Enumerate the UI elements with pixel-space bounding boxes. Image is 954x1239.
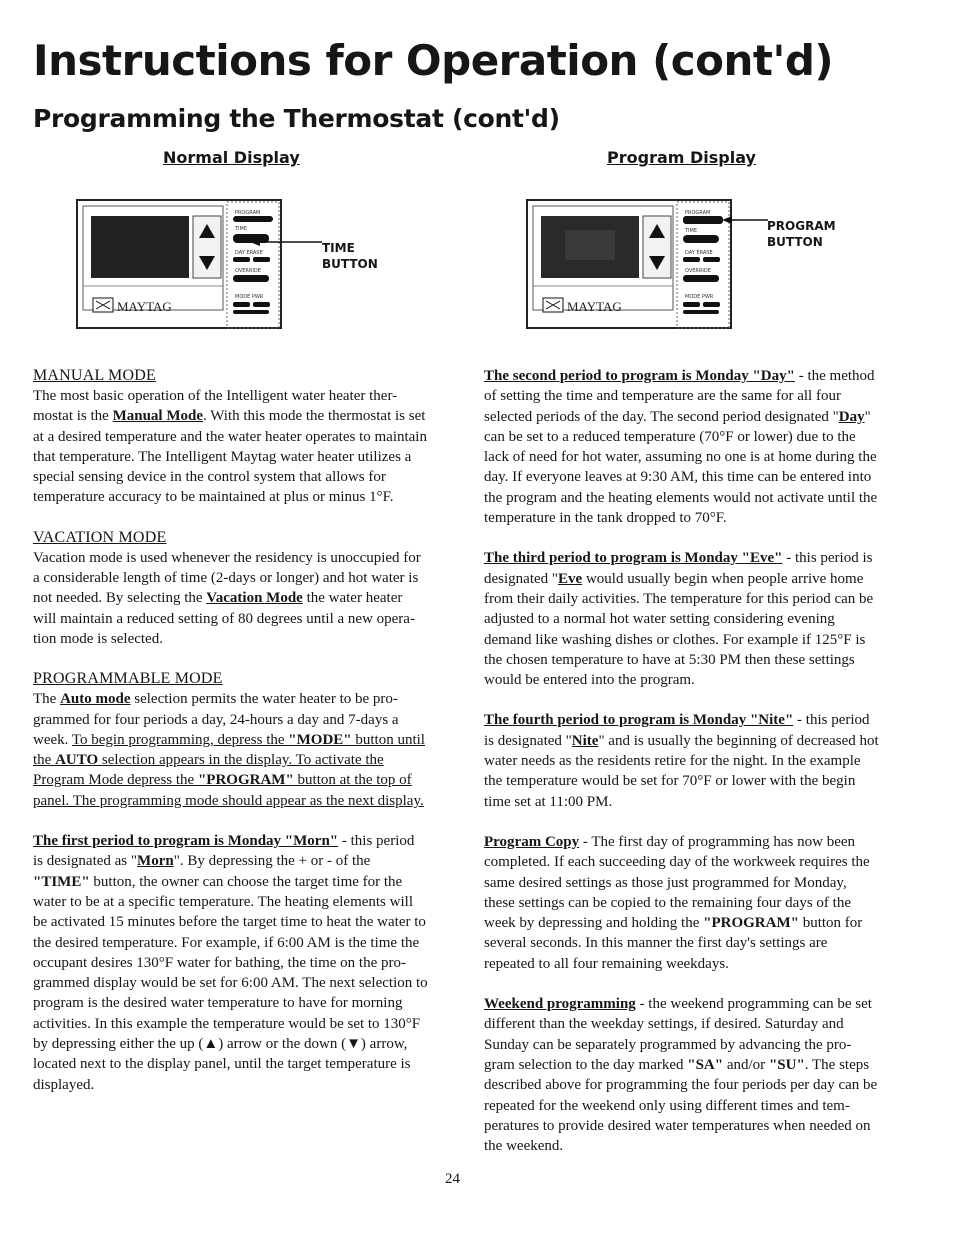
lcd-display [91,216,189,278]
callout-line-1: TIME [322,241,355,255]
program-callout-pointer [722,214,770,226]
panel-label-mode-pwr: MODE PWR [235,294,264,300]
pwr-button [703,302,720,307]
section-title: Programming the Thermostat (cont'd) [33,104,560,133]
panel-label-override: OVERRIDE [235,268,261,274]
panel-label-time: TIME [235,226,248,232]
first-period-paragraph: The first period to program is Monday "Morn" - this period is designated as "Morn". By depressing the + or - of the "TIME" button, the owner can choose the target time for the water to be at a specific temperature. The heating elements will be activated 15 minutes before the target time to heat the water to the desired temperature. For example, if 6:00 AM is the time the occupant desires 130°F water for bathing, the time on the pro-grammed display would be set for 6:00 AM. The next selection to program is the desired water temperature to have for morning activities. In this example the temperature would be set to 130°F by depressing either the up (▲) arrow or the down (▼) arrow, located next to the display panel, until the target temperature is displayed. [33,833,428,1093]
pwr-button [253,302,270,307]
erase-button [253,257,270,262]
day-button [233,257,250,262]
callout-line-2: BUTTON [322,257,378,271]
panel-label-program: PROGRAM [235,210,261,216]
program-copy-lead: Program Copy [484,833,580,850]
erase-button [703,257,720,262]
weekend-programming-paragraph: Weekend programming - the weekend programming can be set different than the weekday settings, if desired. Saturday and Sunday can be separately programmed by advancing the pro-gram selection to the day marked "SA" and/or "SU". The steps described above for programming the four periods per day can be repeated for the weekend only using different times and tem-peratures to provide desired water temperatures when needed on the weekend. [484,996,878,1155]
third-period-lead: The third period to program is Monday "Eve" [484,550,783,567]
program-button-callout [767,218,836,250]
mode-button [683,302,700,307]
fourth-period-paragraph: The fourth period to program is Monday "Nite" - this period is designated "Nite" and is usually the beginning of decreased hot water needs as the residents retire for the night. In the example the temperature would be set for 70°F or lower with the begin time set at 11:00 PM. [484,712,879,810]
programmable-mode-heading: PROGRAMMABLE MODE [33,670,223,688]
page-number: 24 [445,1171,460,1187]
programmable-mode-paragraph: The Auto mode selection permits the water heater to be pro-grammed for four periods a day, 24-hours a day and 7-days a week. To begin programming, depress the "MODE" button until the AUTO selection appears in the display. To activate the Program Mode depress the "PROGRAM" button at the top of panel. The programming mode should appear as the next display. [33,691,425,809]
thermostat-normal-figure [75,194,283,330]
panel-label-program: PROGRAM [685,210,711,216]
time-callout-pointer [250,236,324,248]
brand-label: MAYTAG [567,299,622,314]
panel-label-mode-pwr: MODE PWR [685,294,714,300]
page-title: Instructions for Operation (cont'd) [33,36,834,85]
left-column [33,366,428,1095]
manual-mode-paragraph: The most basic operation of the Intelligent water heater ther-mostat is the Manual Mode. With this mode the thermostat is set at a desired temperature and the water heater operates to maintain that temperature. The Intelligent Maytag water heater utilizes a special sensing device in the control system that allows for temperature accuracy to be maintained at plus or minus 1°F. [33,388,427,506]
override-button [233,275,269,282]
manual-mode-heading: MANUAL MODE [33,367,156,384]
callout-line-2: BUTTON [767,235,823,249]
panel-label-day-erase: DAY ERASE [235,250,263,256]
time-button-callout [322,240,378,272]
vacation-mode-term: Vacation Mode [206,590,303,607]
callout-line-1: PROGRAM [767,219,836,233]
third-period-paragraph: The third period to program is Monday "Eve" - this period is designated "Eve would usually begin when people arrive home from their daily activities. The temperature for this period can be adjusted to a normal hot water setting considering evening demand like washing dishes or clothes. For example if 125°F is the chosen temperature to have at 5:30 PM then these settings would be entered into the program. [484,550,874,689]
program-display-heading: Program Display [607,148,756,167]
day-button [683,257,700,262]
time-button [683,235,719,243]
override-button [683,275,719,282]
vacation-mode-heading: VACATION MODE [33,528,167,546]
first-period-lead: The first period to program is Monday "Morn" [33,833,339,850]
thermostat-program-figure [525,194,733,330]
panel-label-override: OVERRIDE [685,268,711,274]
program-button [683,216,723,224]
panel-label-day-erase: DAY ERASE [685,250,713,256]
second-period-paragraph: The second period to program is Monday "Day" - the method of setting the time and temperature are the same for all four selected periods of the day. The second period designated "Day" can be set to a reduced temperature (70°F or lower) due to the lack of need for hot water, assuming no one is at home during the day. If everyone leaves at 9:30 AM, this time can be entered into the program and the heating elements would not activate until the temperature in the tank dropped to 70°F. [484,368,878,527]
second-period-lead: The second period to program is Monday "Day" [484,368,795,384]
panel-label-time: TIME [685,228,698,234]
program-copy-paragraph: Program Copy - The first day of programming has now been completed. If each succeeding day of the workweek requires the same desired settings as those just programmed for Monday, these settings can be copied to the remaining four days of the week by depressing and holding the "PROGRAM" button for several seconds. In this manner the first day's settings are repeated to all four remaining weekdays. [484,833,870,972]
brand-label: MAYTAG [117,299,172,314]
manual-mode-term: Manual Mode [112,408,203,425]
fourth-period-lead: The fourth period to program is Monday "Nite" [484,712,794,729]
weekend-programming-lead: Weekend programming [484,996,636,1013]
auto-mode-term: Auto mode [60,691,131,708]
vacation-mode-paragraph: Vacation mode is used whenever the residency is unoccupied for a considerable length of time (2-days or longer) and hot water is not needed. By selecting the Vacation Mode the water heater will maintain a reduced setting of 80 degrees until a new opera-tion mode is selected. [33,549,421,647]
mode-button [233,302,250,307]
right-column [484,366,880,1156]
program-button [233,216,273,222]
normal-display-heading: Normal Display [163,148,300,167]
